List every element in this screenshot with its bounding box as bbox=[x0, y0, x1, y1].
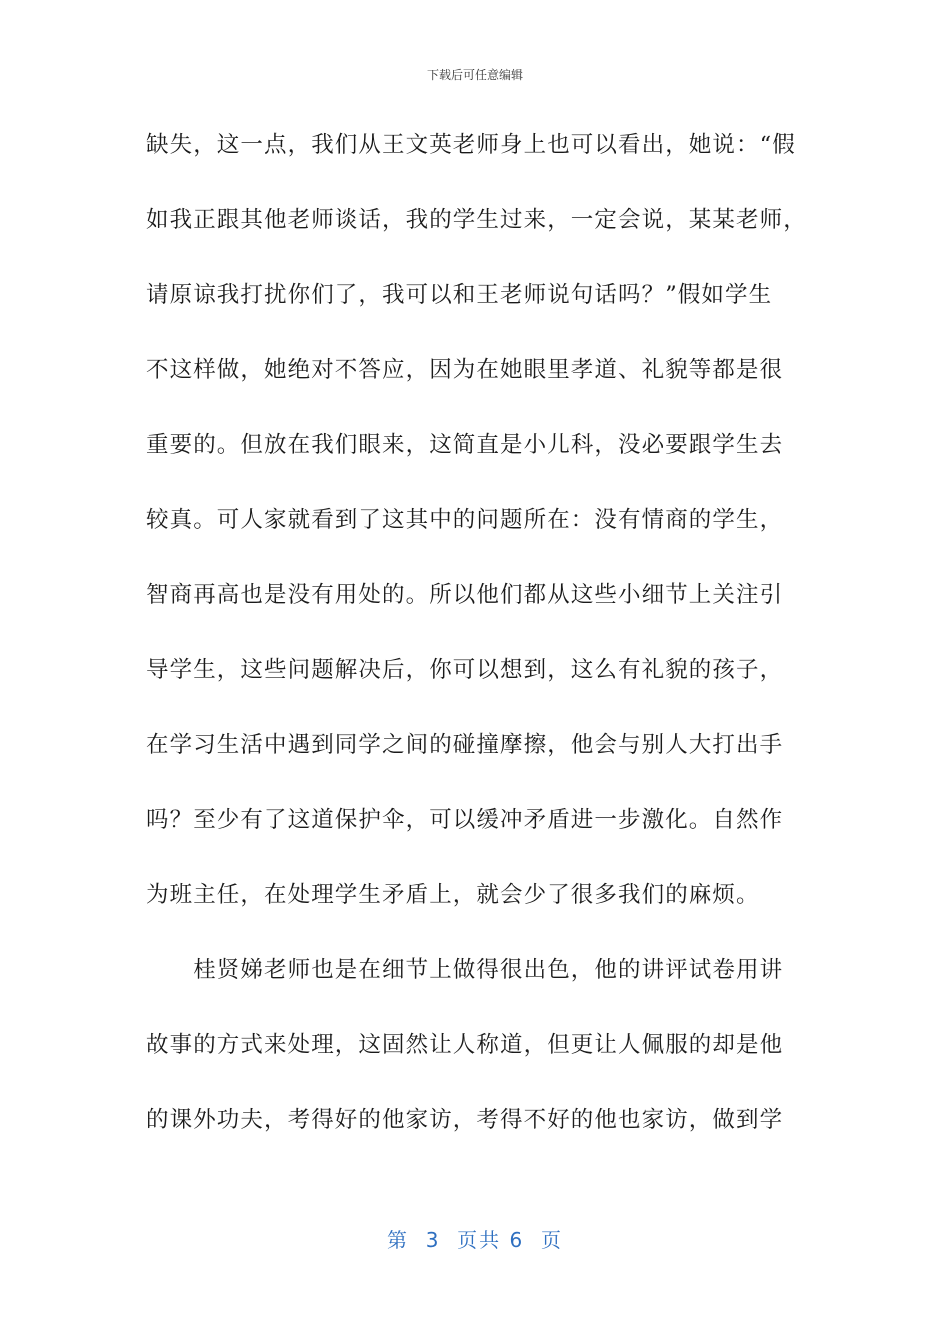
page-number-text: 第 3 页共 6 页 bbox=[387, 1228, 563, 1252]
text-line: 的课外功夫，考得好的他家访，考得不好的他也家访，做到学 bbox=[146, 1107, 784, 1133]
text-line: 导学生，这些问题解决后，你可以想到，这么有礼貌的孩子， bbox=[146, 657, 784, 683]
text-line: 缺失，这一点，我们从王文英老师身上也可以看出，她说：“假 bbox=[146, 132, 796, 158]
text-line: 桂贤娣老师也是在细节上做得很出色，他的讲评试卷用讲 bbox=[146, 957, 784, 983]
document-body bbox=[146, 123, 808, 1173]
text-line: 重要的。但放在我们眼来，这简直是小儿科，没必要跟学生去 bbox=[146, 432, 784, 458]
text-line: 在学习生活中遇到同学之间的碰撞摩擦，他会与别人大打出手 bbox=[146, 732, 784, 758]
text-line: 不这样做，她绝对不答应，因为在她眼里孝道、礼貌等都是很 bbox=[146, 357, 784, 383]
text-line: 智商再高也是没有用处的。所以他们都从这些小细节上关注引 bbox=[146, 582, 784, 608]
text-line: 故事的方式来处理，这固然让人称道，但更让人佩服的却是他 bbox=[146, 1032, 784, 1058]
text-line: 为班主任，在处理学生矛盾上，就会少了很多我们的麻烦。 bbox=[146, 882, 760, 908]
page-header: 下载后可任意编辑 bbox=[426, 68, 523, 82]
page-number-footer bbox=[0, 1224, 950, 1253]
text-line: 较真。可人家就看到了这其中的问题所在：没有情商的学生， bbox=[146, 507, 784, 533]
text-line: 如我正跟其他老师谈话，我的学生过来，一定会说，某某老师， bbox=[146, 207, 807, 233]
text-line: 请原谅我打扰你们了，我可以和王老师说句话吗？”假如学生 bbox=[146, 282, 773, 308]
text-line: 吗？至少有了这道保护伞，可以缓冲矛盾进一步激化。自然作 bbox=[146, 807, 784, 833]
